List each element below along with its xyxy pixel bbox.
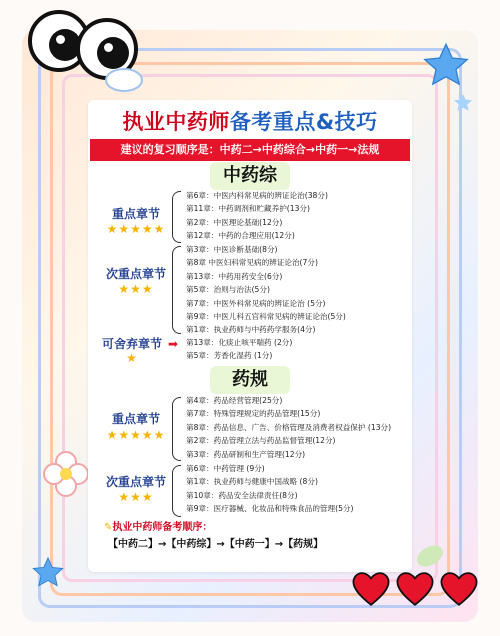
flower-icon xyxy=(40,448,92,500)
list-item: 第12章：中药的合理应用(12分) xyxy=(186,231,295,241)
section-heading-yaogui: 药规 xyxy=(210,366,290,394)
skippable-chapters-list xyxy=(186,336,292,363)
blue-star-icon xyxy=(420,40,472,92)
blue-star-bottom-icon xyxy=(30,555,66,591)
five-star-rating-icon: ★★★★★ xyxy=(106,222,166,236)
one-star-rating-icon: ★ xyxy=(126,351,138,365)
exam-order-sequence: 【中药二】→【中药综】→【中药一】→【药规】 xyxy=(108,539,324,550)
key-chapters-label: 重点章节 xyxy=(111,207,160,221)
key-chapters-list xyxy=(186,189,328,243)
list-item: 第6章：中药管理 (9分) xyxy=(186,464,265,473)
list-item: 第9章：医疗器械、化妆品和特殊食品的管理(5分) xyxy=(186,504,354,514)
list-item: 第3章：药品研制和生产管理(12分) xyxy=(186,449,306,459)
list-item: 第4章：药品经营管理(25分) xyxy=(186,396,283,405)
five-star-rating-icon: ★★★★★ xyxy=(106,428,166,442)
brace-icon xyxy=(172,246,181,334)
section-heading-zhongyaozong: 中药综 xyxy=(210,162,290,190)
page-title: 执业中药师备考重点&技巧 xyxy=(122,110,378,134)
list-item: 第13章：中药用药安全(6分) xyxy=(186,271,283,281)
key-chapters-list xyxy=(186,394,391,461)
list-item: 第3章：中医诊断基础(8分) xyxy=(186,245,278,254)
list-item: 第9章：中医儿科五官科常见病的辨证论治(5分) xyxy=(186,311,346,321)
list-item: 第11章：中药调剂和贮藏养护(13分) xyxy=(186,204,310,214)
three-star-rating-icon: ★★★ xyxy=(118,490,154,504)
review-order-banner: 建议的复习顺序是：中药二→中药综合→中药一→法规 xyxy=(90,139,410,161)
three-star-rating-icon: ★★★ xyxy=(118,282,154,296)
secondary-chapters-label: 次重点章节 xyxy=(105,475,166,489)
small-blue-star-icon xyxy=(452,92,474,114)
list-item: 第7章：特殊管理规定的药品管理(15分) xyxy=(186,409,321,419)
list-item: 第10章：药品安全法律责任(8分) xyxy=(186,490,298,500)
pencil-icon: ✎ xyxy=(104,522,113,533)
heart-icon xyxy=(440,572,478,606)
list-item: 第8章：药品信息、广告、价格管理及消费者权益保护 (13分) xyxy=(186,422,392,432)
key-chapters-label: 重点章节 xyxy=(111,412,160,426)
secondary-chapters-label: 次重点章节 xyxy=(105,267,166,281)
brace-icon xyxy=(172,191,181,243)
exam-order-heading: ✎执业中药师备考顺序： xyxy=(104,522,213,533)
brace-icon xyxy=(172,465,181,517)
list-item: 第5章：芳香化湿药 (1分) xyxy=(186,351,273,361)
list-item: 第13章：化痰止咳平喘药 (2分) xyxy=(186,338,293,347)
list-item: 第1章：执业药师与健康中国战略 (8分) xyxy=(186,477,318,487)
heart-icon xyxy=(396,572,434,606)
leaf-icon xyxy=(410,538,450,574)
list-item: 第6章：中医内科常见病的辨证论治(38分) xyxy=(186,191,328,200)
heart-icon xyxy=(352,572,390,606)
skippable-chapters-label: 可舍弃章节 xyxy=(101,337,162,351)
list-item: 第5章：治则与治法(5分) xyxy=(186,285,270,295)
list-item: 第7章：中医外科常见病的辨证论治 (5分) xyxy=(186,298,326,308)
arrow-right-icon: ➡ xyxy=(168,337,179,351)
list-item: 第1章：执业药师与中药药学服务(4分) xyxy=(186,325,316,335)
cloud-icon xyxy=(104,62,144,94)
list-item: 第2章：药品管理立法与药品监督管理(12分) xyxy=(186,436,336,446)
secondary-chapters-list xyxy=(186,462,353,516)
list-item: 第2章：中医理论基础(12分) xyxy=(186,217,283,227)
brace-icon xyxy=(172,397,181,461)
secondary-chapters-list xyxy=(186,243,346,337)
list-item: 第8章 中医妇科常见病的辨证论治(7分) xyxy=(186,258,318,268)
